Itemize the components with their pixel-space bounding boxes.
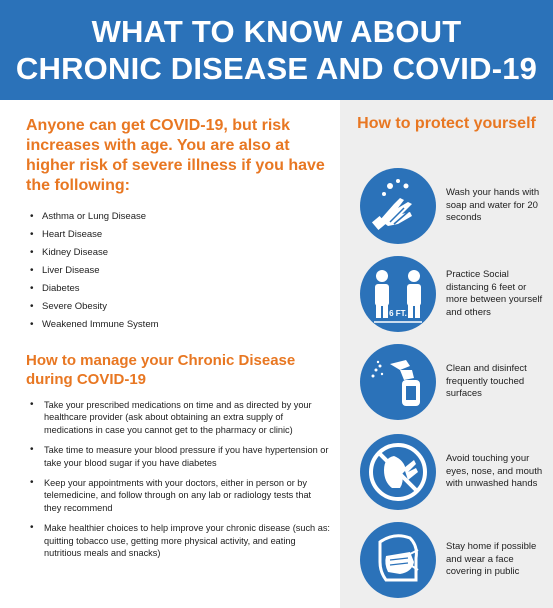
disinfect-spray-icon	[360, 344, 436, 420]
title-line-2: CHRONIC DISEASE AND COVID-19	[15, 51, 538, 86]
handwashing-icon	[360, 168, 436, 244]
manage-heading: How to manage your Chronic Disease during COVID-19	[26, 352, 296, 388]
list-item: • Kidney Disease	[30, 244, 330, 262]
list-item: • Make healthier choices to help improve your chronic disease (such as: quitting tobacco use, getting more physical activity, and eating nutritious meals and snacks)	[30, 522, 330, 559]
list-item: • Severe Obesity	[30, 298, 330, 316]
list-item: • Diabetes	[30, 280, 330, 298]
header-banner	[0, 0, 553, 100]
condition-list	[30, 208, 330, 334]
list-item: • Heart Disease	[30, 226, 330, 244]
social-distancing-icon	[360, 256, 436, 332]
title-line-1: WHAT TO KNOW ABOUT	[91, 14, 462, 49]
list-item: • Liver Disease	[30, 262, 330, 280]
intro-text: Anyone can get COVID-19, but risk increases with age. You are also at higher risk of severe illness if you have the following:	[26, 117, 325, 194]
list-item: • Asthma or Lung Disease	[30, 208, 330, 226]
protect-heading: How to protect yourself	[357, 115, 536, 132]
face-mask-icon	[360, 522, 436, 598]
manage-list	[30, 399, 330, 559]
list-item: • Take time to measure your blood pressure if you have hypertension or take your blood sugar if you have diabetes	[30, 444, 330, 469]
tip-handwashing	[360, 168, 550, 244]
tip-text: Clean and disinfect frequently touched surfaces	[446, 363, 527, 400]
tip-disinfect	[360, 344, 550, 420]
tip-text: Wash your hands with soap and water for 20 seconds	[446, 187, 540, 224]
list-item: • Keep your appointments with your doctors, either in person or by telemedicine, and follow through on any lab or radiology tests that they recommend	[30, 477, 330, 514]
protect-panel	[340, 100, 553, 608]
list-item: • Weakened Immune System	[30, 316, 330, 334]
tip-text: Avoid touching your eyes, nose, and mouth with unwashed hands	[446, 453, 543, 490]
tip-text: Stay home if possible and wear a face covering in public	[446, 541, 537, 578]
no-face-touching-icon	[360, 434, 436, 510]
left-column	[0, 100, 340, 608]
list-item: • Take your prescribed medications on time and as directed by your healthcare provider (ask about obtaining an extra supply of medications in case you cannot get to the pharmacy or clinic)	[30, 399, 330, 436]
tip-no-touching	[360, 434, 550, 510]
tip-text: Practice Social distancing 6 feet or more between yourself and others	[446, 269, 543, 318]
tip-distancing	[360, 256, 550, 332]
distance-label: 6 FT.	[389, 309, 407, 318]
tip-face-mask	[360, 522, 550, 598]
